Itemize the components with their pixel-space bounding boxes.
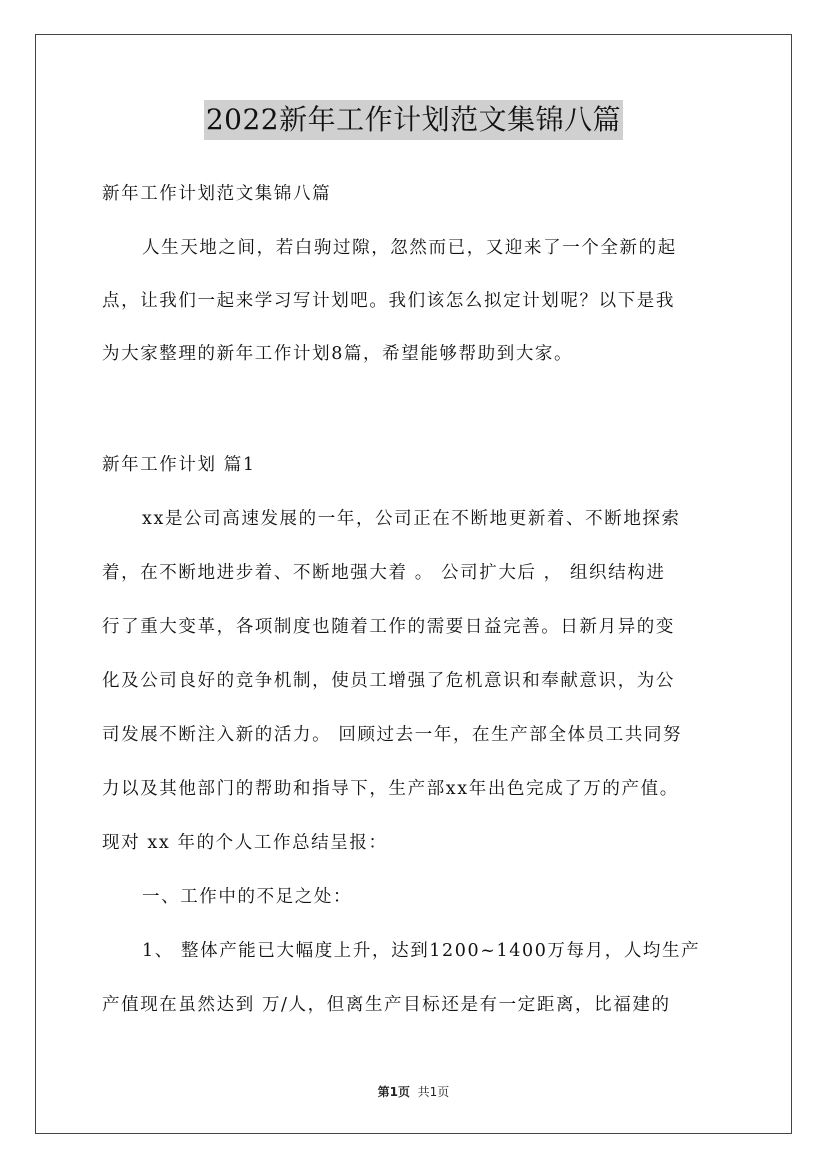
body-line: 力以及其他部门的帮助和指导下，生产部xx年出色完成了万的产值。 — [102, 779, 679, 799]
intro-line: 为大家整理的新年工作计划8篇，希望能够帮助到大家。 — [102, 344, 574, 364]
intro-line: 点，让我们一起来学习写计划吧。我们该怎么拟定计划呢？以下是我 — [102, 291, 675, 311]
body-line: 行了重大变革，各项制度也随着工作的需要日益完善。日新月异的变 — [102, 617, 675, 637]
page-total: 共1页 — [417, 1085, 450, 1099]
item-line: 产值现在虽然达到 万/人，但离生产目标还是有一定距离，比福建的 — [102, 995, 671, 1015]
title-container — [0, 100, 827, 140]
body-line: 司发展不断注入新的活力。 回顾过去一年，在生产部全体员工共同努 — [102, 725, 683, 745]
subheading: 一、工作中的不足之处： — [142, 887, 353, 907]
section-heading: 新年工作计划 篇1 — [102, 455, 256, 475]
item-line: 1、 整体产能已大幅度上升，达到1200~1400万每月，人均生产 — [142, 941, 701, 961]
document-subtitle: 新年工作计划范文集锦八篇 — [102, 184, 332, 204]
page-number: 第1页 — [377, 1085, 411, 1099]
body-line: 着，在不断地进步着、不断地强大着 。 公司扩大后 ， 组织结构进 — [102, 563, 666, 583]
page-footer — [0, 1084, 827, 1100]
intro-line: 人生天地之间，若白驹过隙，忽然而已，又迎来了一个全新的起 — [142, 238, 677, 258]
body-line: xx是公司高速发展的一年，公司正在不断地更新着、不断地探索 — [142, 509, 681, 529]
body-line: 化及公司良好的竞争机制，使员工增强了危机意识和奉献意识，为公 — [102, 671, 675, 691]
body-line: 现对 xx 年的个人工作总结呈报： — [102, 833, 388, 853]
document-title: 2022新年工作计划范文集锦八篇 — [204, 100, 623, 140]
